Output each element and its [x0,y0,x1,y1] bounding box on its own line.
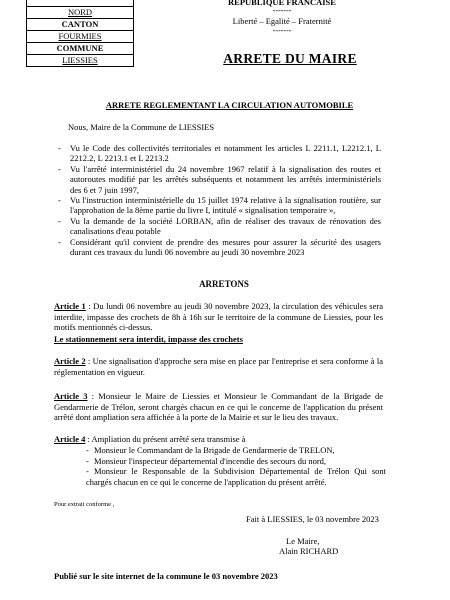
article-3-label: Article 3 [54,391,88,401]
done-at-line: Fait à LIESSIES, le 03 novembre 2023 [246,514,379,524]
recipient-text: Monsieur le Commandant de la Brigade de Gendarmerie de TRELON, [94,445,335,455]
commune-value: LIESSIES [27,54,133,66]
list-item: - Vu l'instruction interministérielle du 15 juillet 1974 relative à la signalisation routière, sur l'approbation de la 8ème partie du livre I, intitulé « signalisation temporaire », [58,195,381,216]
intro-text: Nous, Maire de la Commune de LIESSIES [68,122,215,132]
header-divider: ------- [272,6,292,15]
republic-motto: Liberté – Egalité – Fraternité [232,16,332,26]
canton-label: CANTON [27,18,133,30]
arretons-heading: ARRETONS [199,279,249,289]
commune-label: COMMUNE [27,42,133,54]
article-3 [54,391,383,423]
list-item: - Vu la demande de la société LORBAN, afin de réaliser des travaux de rénovation des canalisations d'eau potable [58,216,381,237]
list-item: - Vu l'arrêté interministériel du 24 novembre 1967 relatif à la signalisation des routes et autoroutes modifié par les arrêtés subséquents et notamment les arrêtés interministériels des 6 et 7 juin 1997, [58,164,381,195]
commune-info-box [26,0,134,67]
arrondissement-value: NORD [27,6,133,18]
recipient-text: Monsieur l'inspecteur départemental d'incendie des secours du nord, [94,455,327,466]
article-4-label: Article 4 [54,434,86,444]
article-1-text: : Du lundi 06 novembre au jeudi 30 novembre 2023, la circulation des véhicules sera interdite, impasse des crochets de 8h à 16h sur le territoire de la commune de Liessies, pour les motifs mentionnés ci-dessus. [54,301,383,332]
publication-note: Publié sur le site internet de la commune le 03 novembre 2023 [54,571,278,581]
canton-value: FOURMIES [27,30,133,42]
article-1 [54,301,383,333]
list-item: - Vu le Code des collectivités territoriales et notamment les articles L 2211.1, L2212.1, L 2212.2, L 2213.1 et L 2213.2 [58,143,381,164]
article-4 [54,434,383,445]
mayor-name: Alain RICHARD [279,546,339,556]
parking-prohibited-note: Le stationnement sera interdit, impasse des crochets [54,334,243,344]
article-2 [54,356,383,377]
list-item: - Monsieur le Commandant de la Brigade de Gendarmerie de TRELON, [86,445,335,455]
list-item: - Considérant qu'il convient de prendre des mesures pour assurer la sécurité des usagers durant ces travaux du lundi 06 novembre au jeudi 30 novembre 2023 [58,237,381,258]
arrete-heading: ARRETE DU MAIRE [223,51,357,66]
considerants-list [58,143,381,257]
article-2-text: : Une signalisation d'approche sera mise en place par l'entreprise et sera conforme à la réglementation en vigueur. [54,356,383,377]
article-3-text: : Monsieur le Maire de Liessies et Monsieur le Commandant de la Brigade de Gendarmerie de Trélon, seront chargés chacun en ce qui le concerne de l'application du présent arrêté dont ampliation sera affichée à la porte de la Mairie et sur le lieu des travaux. [54,391,384,422]
republic-heading: REPUBLIQUE FRANCAISE [228,0,336,7]
header-divider: ------- [272,26,292,35]
article-1-label: Article 1 [54,301,86,311]
document-title: ARRETE REGLEMENTANT LA CIRCULATION AUTOMOBILE [105,100,354,110]
mayor-title: Le Maire, [286,536,320,546]
list-item: - Monsieur le Responsable de la Subdivision Départemental de Trélon Qui sont chargés chacun en ce qui le concerne de l'application du présent arrêté. [86,466,386,487]
article-2-label: Article 2 [54,356,86,366]
list-item: - Monsieur l'inspecteur départemental d'incendie des secours du nord, [86,455,327,466]
article-4-text: : Ampliation du présent arrêté sera transmise à [85,434,246,444]
extract-note: Pour extrait conforme , [54,501,115,508]
recipients-list [86,445,386,487]
recipient-text: Monsieur le Responsable de la Subdivision Départemental de Trélon Qui sont chargés chacun en ce qui le concerne de l'application du présent arrêté. [86,466,386,487]
